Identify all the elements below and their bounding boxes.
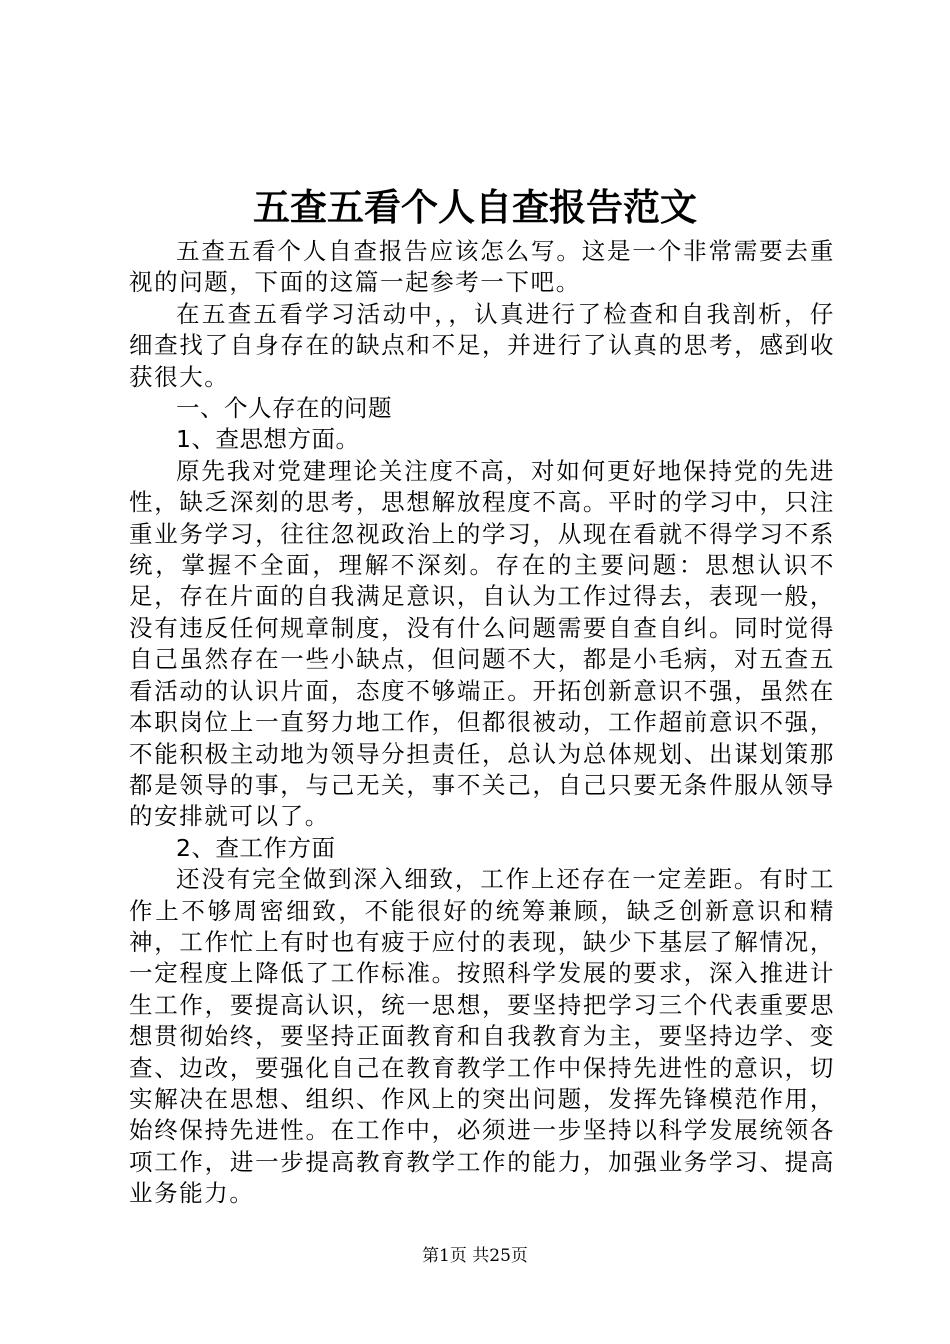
document-title: 五查五看个人自查报告范文 (253, 185, 697, 229)
document-body (129, 236, 835, 1210)
subheading-thought: 1、查思想方面。 (176, 425, 360, 454)
subheading-work: 2、查工作方面 (176, 833, 336, 862)
work-paragraph: 还没有完全做到深入细致，工作上还存在一定差距。有时工作上不够周密细致，不能很好的统筹兼顾，缺乏创新意识和精神，工作忙上有时也有疲于应付的表现，缺少下基层了解情况，一定程度上降低了工作标准。按照科学发展的要求，深入推进计生工作，要提高认识，统一思想，要坚持把学习三个代表重要思想贯彻始终，要坚持正面教育和自我教育为主，要坚持边学、变查、边改，要强化自己在教育教学工作中保持先进性的意识，切实解决在思想、组织、作风上的突出问题，发挥先锋模范作用，始终保持先进性。在工作中，必须进一步坚持以科学发展统领各项工作，进一步提高教育教学工作的能力，加强业务学习、提高业务能力。 (129, 865, 835, 1208)
activity-paragraph: 在五查五看学习活动中，，认真进行了检查和自我剖析，仔细查找了自身存在的缺点和不足，并进行了认真的思考，感到收获很大。 (129, 299, 835, 391)
thought-paragraph: 原先我对党建理论关注度不高，对如何更好地保持党的先进性，缺乏深刻的思考，思想解放程度不高。平时的学习中，只注重业务学习，往往忽视政治上的学习，从现在看就不得学习不系统，掌握不全面，理解不深刻。存在的主要问题：思想认识不足，存在片面的自我满足意识，自认为工作过得去，表现一般，没有违反任何规章制度，没有什么问题需要自查自纠。同时觉得自己虽然存在一些小缺点，但问题不大，都是小毛病，对五查五看活动的认识片面，态度不够端正。开拓创新意识不强，虽然在本职岗位上一直努力地工作，但都很被动，工作超前意识不强，不能积极主动地为领导分担责任，总认为总体规划、出谋划策那都是领导的事，与己无关，事不关己，自己只要无条件服从领导的安排就可以了。 (129, 456, 835, 831)
intro-paragraph: 五查五看个人自查报告应该怎么写。这是一个非常需要去重视的问题，下面的这篇一起参考一下吧。 (129, 237, 835, 297)
section-heading-problems: 一、个人存在的问题 (176, 394, 392, 423)
page-number-footer: 第1页 共25页 (422, 1246, 528, 1266)
